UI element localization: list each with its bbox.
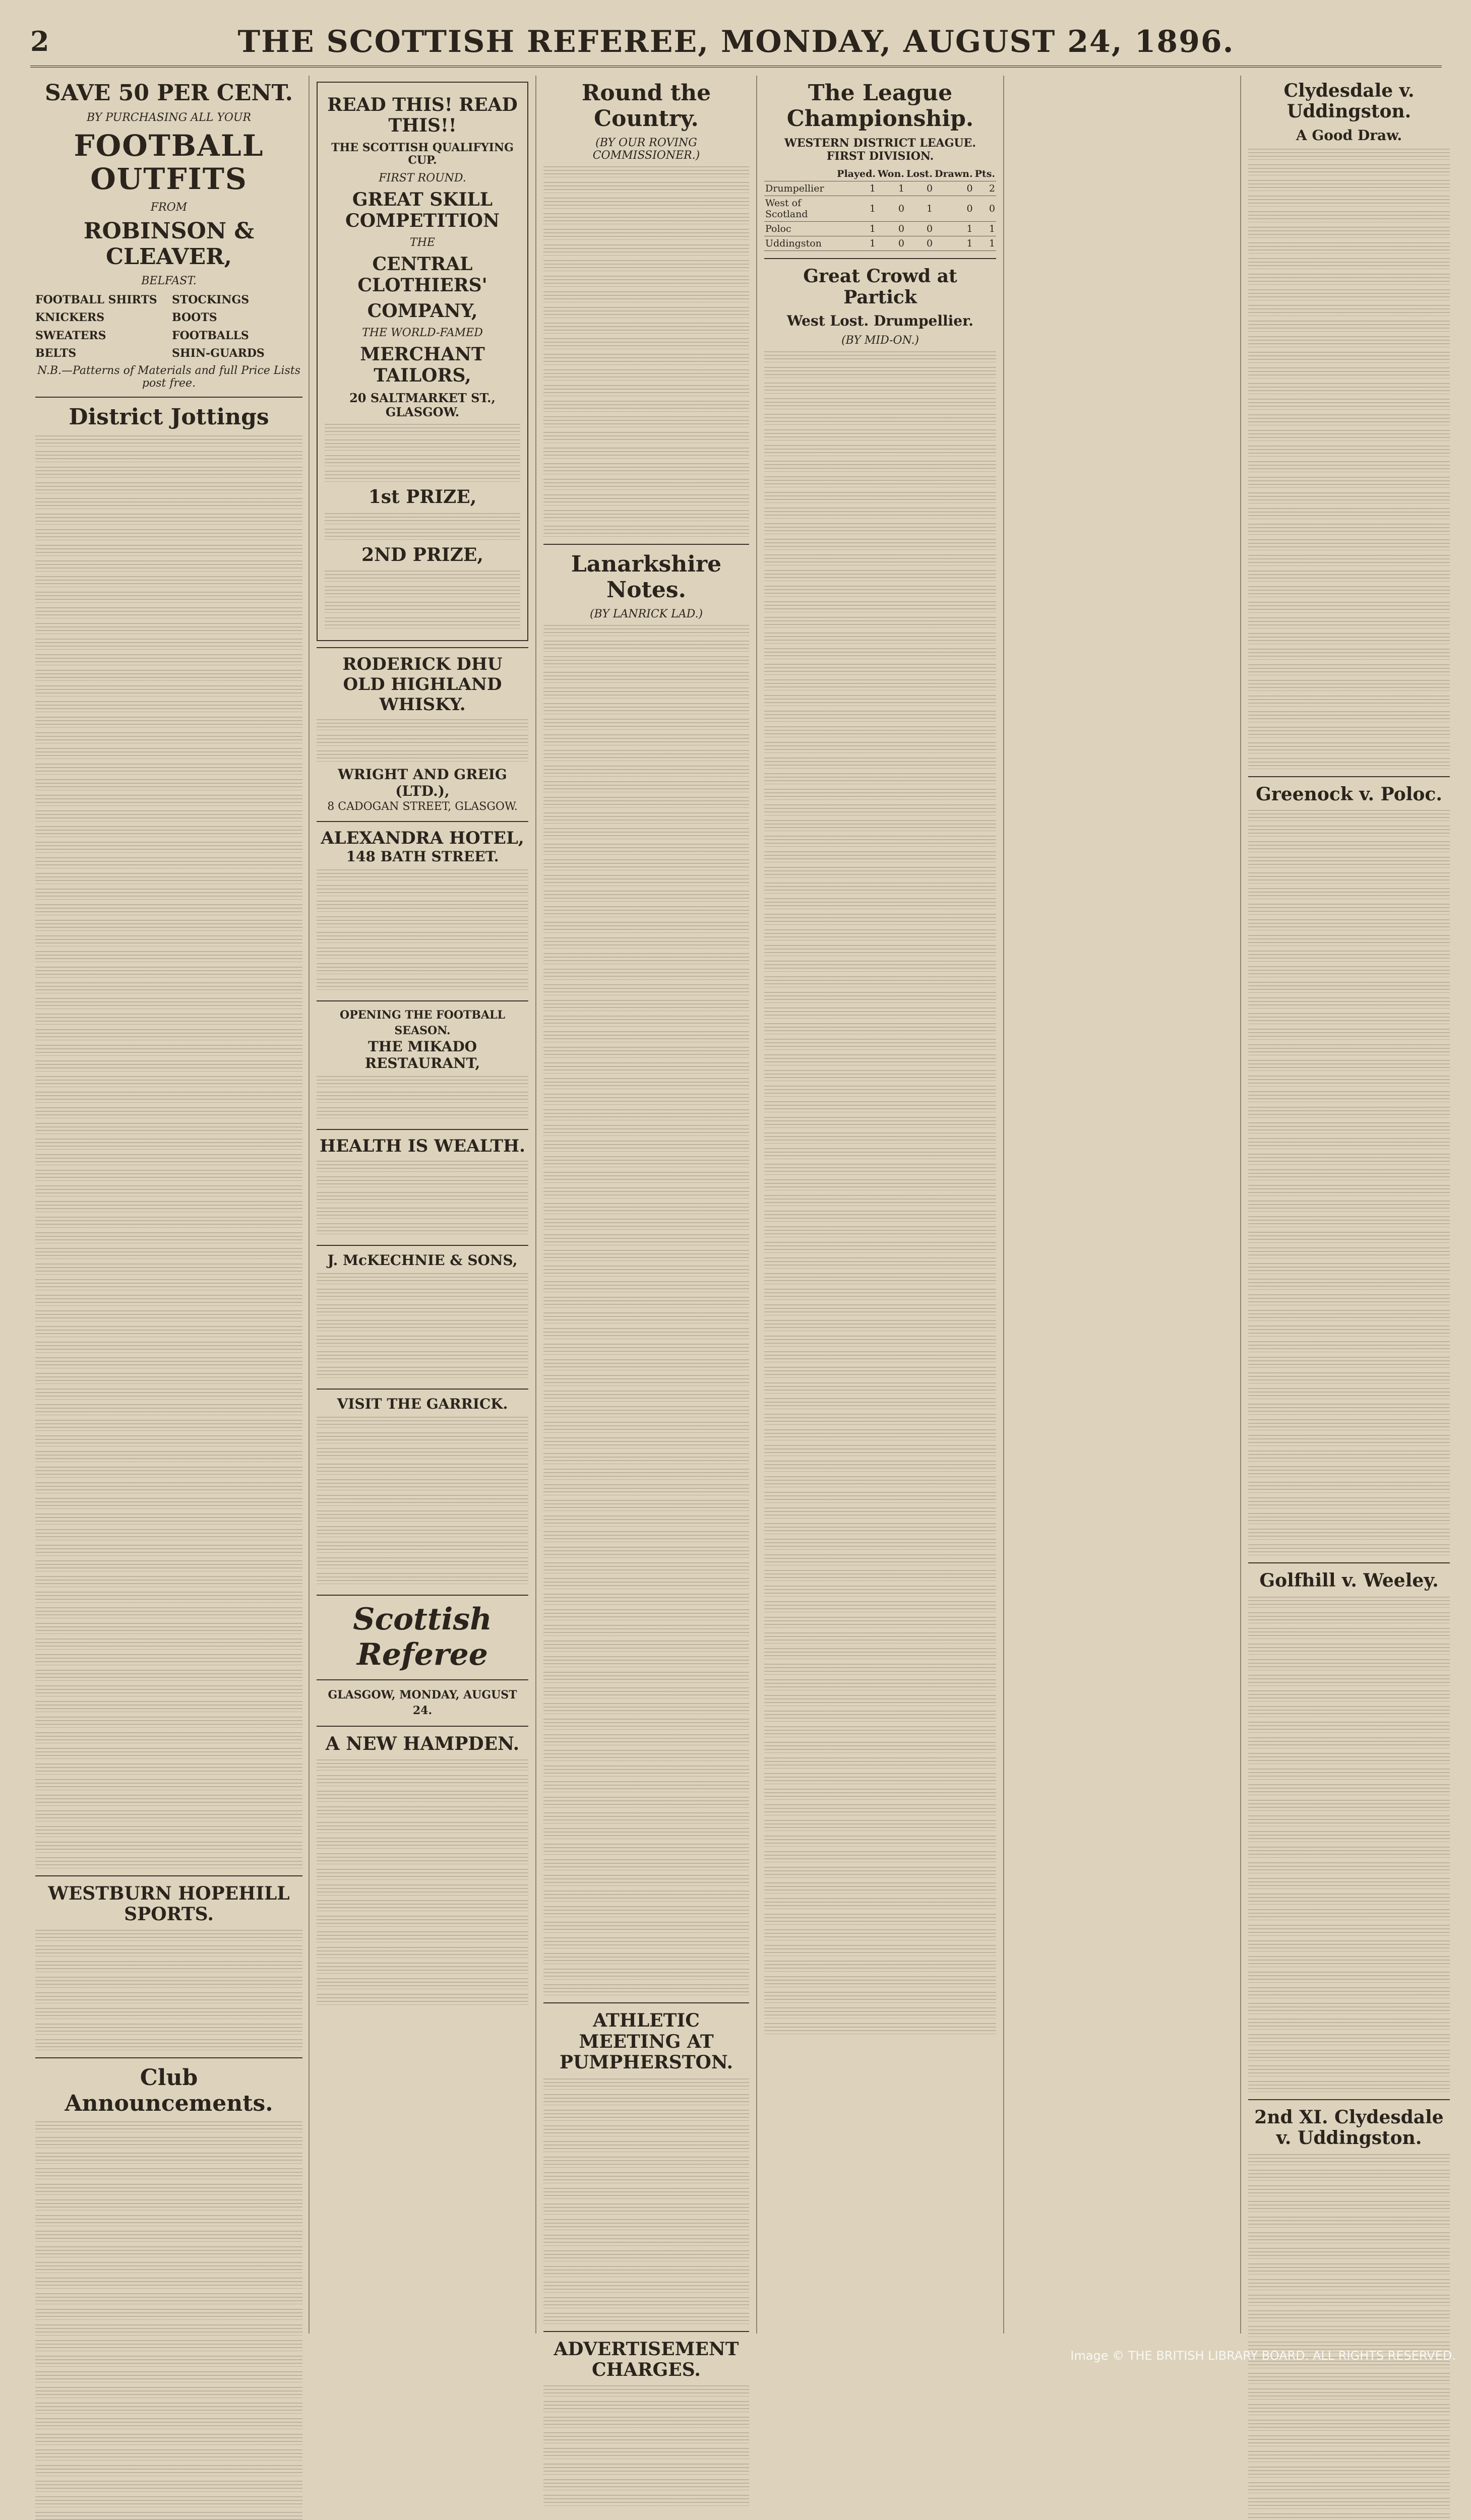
ad-line: J. McKECHNIE & SONS, [327, 1252, 518, 1269]
table-cell: 1 [934, 236, 974, 251]
table-cell: 0 [905, 181, 934, 196]
sports-body [35, 1930, 302, 2050]
lanark-heading: Lanarkshire Notes. [571, 551, 722, 603]
table-cell: 0 [877, 196, 905, 222]
table-row [764, 222, 996, 236]
health-ad [317, 1129, 528, 1245]
garrick-ad [317, 1389, 528, 1595]
table-cell: Poloc [764, 222, 836, 236]
greenock-body [1248, 810, 1450, 1555]
page-title: THE SCOTTISH REFEREE, MONDAY, AUGUST 24, 1896. [237, 24, 1235, 59]
ad-line: RODERICK DHU [342, 654, 503, 675]
divider [35, 397, 302, 398]
sports-heading: WESTBURN HOPEHILL SPORTS. [48, 1882, 290, 1925]
table-cell: 1 [905, 196, 934, 222]
table-row [764, 236, 996, 251]
ad-item: FOOTBALLS [172, 329, 249, 342]
table-cell: 1 [836, 236, 877, 251]
divider [1248, 1562, 1450, 1563]
pumpherston-body [543, 2078, 749, 2324]
column-rule [1240, 76, 1241, 2334]
ad-title: FOOTBALL OUTFITS [74, 128, 264, 197]
table-cell: 2 [974, 181, 996, 196]
ad-item: BELTS [35, 346, 77, 360]
division-line: WESTERN DISTRICT LEAGUE. FIRST DIVISION. [784, 137, 976, 163]
company-line: 20 SALTMARKET ST., GLASGOW. [349, 391, 496, 419]
ad-item: STOCKINGS [172, 293, 250, 307]
table-header: Lost. [905, 167, 934, 181]
table-header: Played. [836, 167, 877, 181]
table-cell: 1 [974, 236, 996, 251]
match-heading: West Lost. Drumpellier. [786, 312, 974, 329]
crowd-heading: Great Crowd at Partick [803, 266, 957, 308]
ad-charges-body [543, 2385, 749, 2506]
table-header: Pts. [974, 167, 996, 181]
column-3 [543, 76, 749, 2380]
divider [35, 2057, 302, 2058]
clydesdale-body [1248, 149, 1450, 769]
table-row [764, 181, 996, 196]
round-byline: (BY OUR ROVING COMMISSIONER.) [592, 137, 700, 162]
divider [543, 2002, 749, 2003]
table-cell: 0 [974, 196, 996, 222]
ad-charges-heading: ADVERTISEMENT CHARGES. [554, 2338, 739, 2380]
second-xi-heading: 2nd XI. Clydesdale v. Uddingston. [1254, 2106, 1444, 2149]
column-rule [1003, 76, 1004, 2334]
lanark-body [543, 625, 749, 1995]
ad-line: VISIT THE GARRICK. [337, 1396, 508, 1413]
table-cell: 0 [905, 222, 934, 236]
round-body [543, 166, 749, 537]
match-body [764, 351, 996, 2034]
lanark-byline: (BY LANRICK LAD.) [589, 608, 703, 621]
skill-competition-ad [317, 82, 528, 641]
column-2 [317, 76, 528, 2334]
clydesdale-heading: Clydesdale v. Uddingston. [1283, 80, 1415, 122]
round-line: FIRST ROUND. [379, 172, 466, 185]
company-line: THE WORLD-FAMED [362, 327, 483, 340]
ad-line: ALEXANDRA HOTEL, [321, 828, 524, 848]
mikado-ad [317, 1000, 528, 1129]
company-line: CENTRAL CLOTHIERS' [357, 254, 487, 296]
second-xi-body [1248, 2154, 1450, 2520]
table-cell: 0 [905, 236, 934, 251]
ad-note: N.B.—Patterns of Materials and full Price Lists post free. [37, 364, 300, 390]
jottings-body [35, 435, 302, 1868]
read-this: READ THIS! READ THIS!! [327, 94, 518, 137]
competition-line: GREAT SKILL COMPETITION [345, 189, 500, 231]
table-header-row [764, 167, 996, 181]
hampden-heading: A NEW HAMPDEN. [325, 1733, 520, 1755]
ad-line: THE MIKADO RESTAURANT, [364, 1038, 480, 1072]
ad-line: OPENING THE FOOTBALL SEASON. [340, 1008, 505, 1037]
table-cell: 0 [877, 222, 905, 236]
table-cell: Uddingston [764, 236, 836, 251]
table-row [764, 196, 996, 222]
ad-line: 148 BATH STREET. [346, 848, 499, 865]
company-line: COMPANY, [367, 300, 478, 322]
whisky-ad [317, 647, 528, 821]
league-table [764, 167, 996, 251]
ad-item: BOOTS [172, 311, 217, 325]
clydesdale-subheading: A Good Draw. [1296, 127, 1402, 144]
greenock-heading: Greenock v. Poloc. [1256, 783, 1442, 805]
divider [1248, 776, 1450, 777]
golfhill-body [1248, 1597, 1450, 2092]
table-cell: Drumpellier [764, 181, 836, 196]
paper-logo: Scottish Referee [353, 1602, 492, 1673]
ad-headline: SAVE 50 PER CENT. [45, 80, 293, 106]
ad-line: HEALTH IS WEALTH. [320, 1136, 525, 1157]
ad-item: SWEATERS [35, 329, 106, 342]
table-cell: 1 [836, 196, 877, 222]
announcements-heading: Club Announcements. [65, 2065, 273, 2116]
league-heading: The League Championship. [786, 80, 974, 132]
divider [543, 544, 749, 545]
table-header: Won. [877, 167, 905, 181]
ad-city: BELFAST. [141, 275, 197, 288]
match-byline: (BY MID-ON.) [841, 334, 920, 347]
table-header: Drawn. [934, 167, 974, 181]
column-rule [756, 76, 757, 2334]
ad-line: WRIGHT AND GREIG (LTD.), [338, 766, 507, 800]
dateline: GLASGOW, MONDAY, AUGUST 24. [328, 1688, 517, 1718]
table-cell: 0 [934, 181, 974, 196]
round-heading: Round the Country. [581, 80, 711, 132]
ad-item: SHIN-GUARDS [172, 346, 265, 360]
ad-item: KNICKERS [35, 311, 105, 325]
cup-line: THE SCOTTISH QUALIFYING CUP. [331, 141, 514, 167]
ad-items [35, 291, 302, 362]
table-cell: 1 [836, 222, 877, 236]
masthead [30, 20, 1442, 68]
divider [35, 1875, 302, 1876]
divider [764, 258, 996, 259]
editorial-block [317, 1595, 528, 2015]
jottings-heading: District Jottings [69, 404, 269, 430]
table-header [764, 167, 836, 181]
divider [543, 2331, 749, 2332]
table-cell: 1 [877, 181, 905, 196]
page-number: 2 [30, 25, 49, 57]
hotel-ad [317, 821, 528, 1000]
column-rule [535, 76, 536, 2334]
pumpherston-heading: ATHLETIC MEETING AT PUMPHERSTON. [559, 2010, 733, 2073]
table-cell: 1 [836, 181, 877, 196]
ad-line: OLD HIGHLAND WHISKY. [343, 674, 502, 715]
table-cell: 0 [877, 236, 905, 251]
company-line: THE [410, 236, 435, 249]
column-1 [35, 76, 302, 2334]
prize-line: 1st PRIZE, [368, 486, 477, 508]
ad-firm: ROBINSON & CLEAVER, [83, 218, 255, 270]
table-cell: 1 [934, 222, 974, 236]
column-rule [309, 76, 310, 2334]
prize-line: 2ND PRIZE, [361, 544, 483, 565]
table-cell: West of Scotland [764, 196, 836, 222]
ad-line: 8 CADOGAN STREET, GLASGOW. [327, 800, 518, 813]
golfhill-heading: Golfhill v. Weeley. [1259, 1570, 1439, 1592]
mckechnie-ad [317, 1245, 528, 1389]
column-4 [764, 76, 996, 2334]
column-5 [1248, 76, 1450, 2334]
company-line: MERCHANT TAILORS, [360, 344, 485, 386]
announcements-body [35, 2121, 302, 2520]
divider [1248, 2099, 1450, 2100]
image-credit: Image © THE BRITISH LIBRARY BOARD. ALL RIGHTS RESERVED. [1070, 2349, 1456, 2363]
table-cell: 1 [974, 222, 996, 236]
table-cell: 0 [934, 196, 974, 222]
ad-item: FOOTBALL SHIRTS [35, 293, 157, 307]
ad-from: FROM [150, 201, 188, 214]
ad-by: BY PURCHASING ALL YOUR [86, 111, 252, 124]
